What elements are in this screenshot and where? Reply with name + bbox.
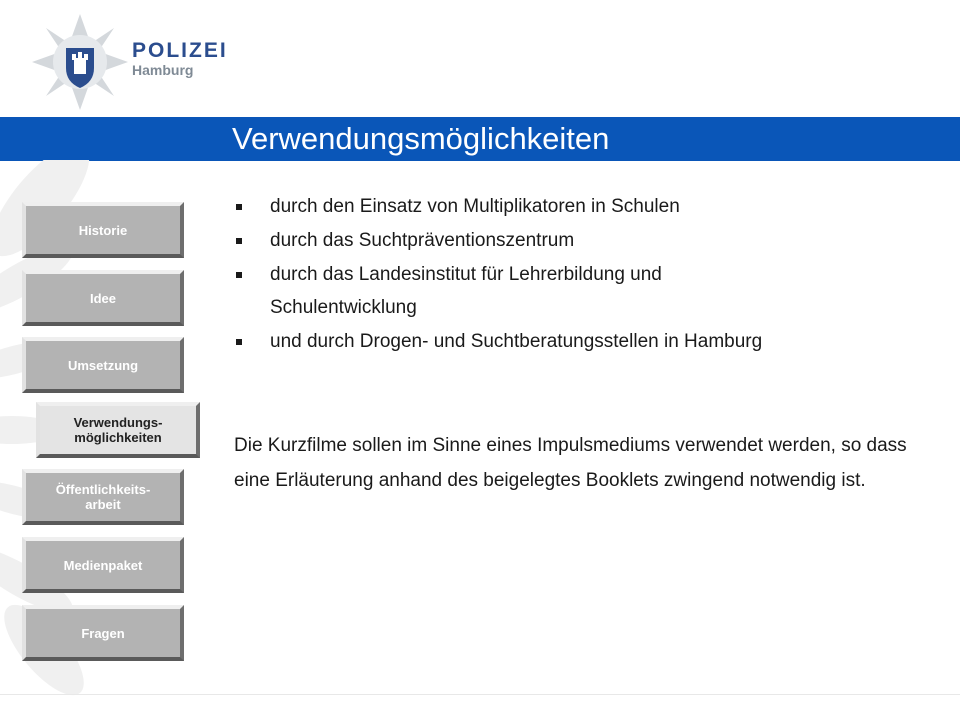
footer-divider <box>0 694 960 695</box>
police-logo <box>132 40 228 78</box>
nav-button-label: Verwendungs- möglichkeiten <box>73 415 163 445</box>
list-item-text: durch den Einsatz von Multiplikatoren in Schulen <box>270 196 680 217</box>
nav-button-label: Medienpaket <box>63 557 143 573</box>
bullet-square-icon <box>236 272 242 278</box>
page-title: Verwendungsmöglichkeiten <box>232 121 610 156</box>
police-star-icon <box>30 12 130 112</box>
list-item <box>234 224 794 257</box>
nav-button-label: Historie <box>78 222 128 238</box>
title-bar <box>0 117 960 161</box>
logo-subtitle: Hamburg <box>132 62 194 78</box>
nav-button-fragen[interactable] <box>22 605 184 661</box>
nav-button-label: Fragen <box>81 625 125 641</box>
list-item-text: und durch Drogen- und Suchtberatungsstellen in Hamburg <box>270 331 763 352</box>
nav-button-verwendungsmoeglichkeiten[interactable] <box>36 402 200 458</box>
logo-title: POLIZEI <box>132 39 228 62</box>
list-item <box>234 258 794 324</box>
bullet-square-icon <box>236 238 242 244</box>
bullet-square-icon <box>236 339 242 345</box>
nav-button-historie[interactable] <box>22 202 184 258</box>
nav-button-umsetzung[interactable] <box>22 337 184 393</box>
list-item-text: durch das Landesinstitut für Lehrerbildung und Schulentwicklung <box>270 264 662 318</box>
nav-button-label: Idee <box>89 290 116 306</box>
nav-button-idee[interactable] <box>22 270 184 326</box>
body-paragraph: Die Kurzfilme sollen im Sinne eines Impulsmediums verwendet werden, so dass eine Erläuterung anhand des beigelegtes Booklets zwingend notwendig ist. <box>234 435 907 491</box>
bullet-square-icon <box>236 204 242 210</box>
bullet-list <box>234 190 794 359</box>
list-item <box>234 190 794 223</box>
nav-button-label: Öffentlichkeits- arbeit <box>55 482 151 512</box>
nav-button-oeffentlichkeitsarbeit[interactable] <box>22 469 184 525</box>
nav-button-medienpaket[interactable] <box>22 537 184 593</box>
list-item-text: durch das Suchtpräventionszentrum <box>270 230 575 251</box>
nav-button-label: Umsetzung <box>67 357 139 373</box>
list-item <box>234 325 794 358</box>
